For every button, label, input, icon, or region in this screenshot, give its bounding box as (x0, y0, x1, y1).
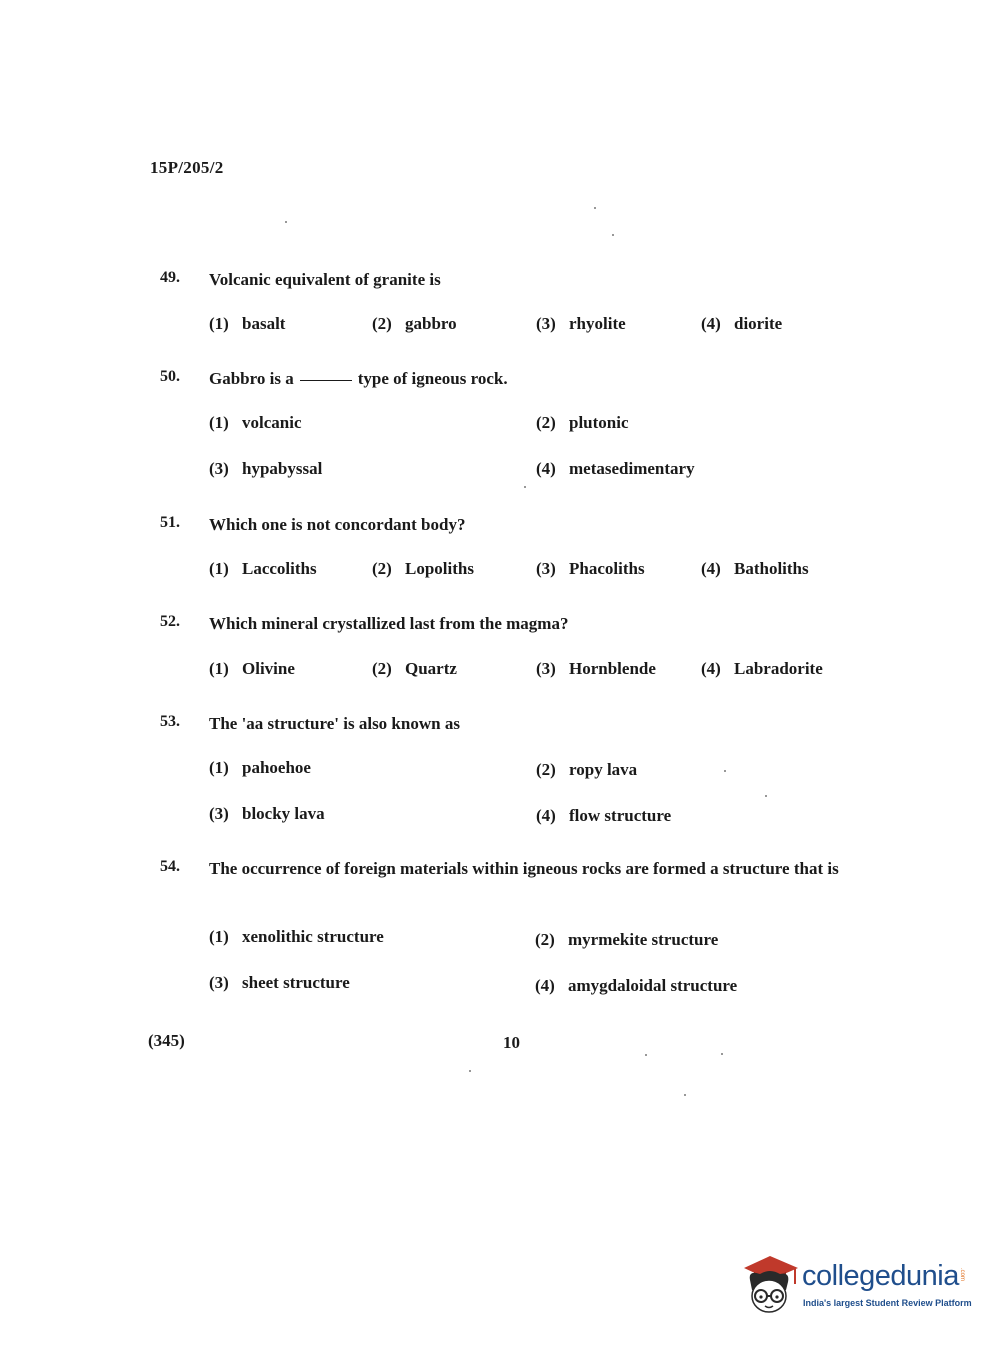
option-3: (3) hypabyssal (209, 459, 323, 478)
fill-in-blank (300, 380, 352, 381)
question-number: 54. (160, 858, 180, 875)
question-text: Volcanic equivalent of granite is (209, 270, 441, 289)
option-2: (2) gabbro (372, 314, 457, 333)
question-number: 50. (160, 368, 180, 385)
scan-speck (724, 770, 726, 772)
question-number: 51. (160, 514, 180, 531)
scan-speck (645, 1054, 647, 1056)
option-4: (4) Batholiths (701, 559, 809, 578)
option-3: (3) blocky lava (209, 804, 325, 823)
scan-speck (721, 1053, 723, 1055)
option-4: (4) flow structure (536, 806, 672, 825)
question-text: Gabbro is a type of igneous rock. (209, 369, 508, 388)
question-text: Which mineral crystallized last from the magma? (209, 614, 569, 633)
option-3: (3) rhyolite (536, 314, 626, 333)
footer-code: (345) (148, 1031, 185, 1050)
option-1: (1) xenolithic structure (209, 927, 384, 946)
scan-speck (594, 207, 596, 209)
page-number: 10 (503, 1033, 520, 1052)
logo-tagline: India's largest Student Review Platform (803, 1298, 972, 1308)
option-4: (4) diorite (701, 314, 783, 333)
scan-speck (684, 1094, 686, 1096)
question-number: 53. (160, 713, 180, 730)
option-4: (4) metasedimentary (536, 459, 695, 478)
scan-speck (524, 486, 526, 488)
collegedunia-logo (740, 1250, 975, 1320)
scan-speck (285, 221, 287, 223)
option-1: (1) basalt (209, 314, 286, 333)
scan-speck (469, 1070, 471, 1072)
option-4: (4) Labradorite (701, 659, 823, 678)
option-1: (1) Laccoliths (209, 559, 317, 578)
option-1: (1) Olivine (209, 659, 295, 678)
option-2: (2) myrmekite structure (535, 930, 719, 949)
logo-domain-text: .com (959, 1268, 965, 1282)
paper-code: 15P/205/2 (150, 158, 224, 177)
option-3: (3) sheet structure (209, 973, 350, 992)
option-2: (2) Lopoliths (372, 559, 474, 578)
question-number: 52. (160, 613, 180, 630)
scan-speck (612, 234, 614, 236)
option-3: (3) Phacoliths (536, 559, 645, 578)
mascot-logo-icon (740, 1250, 800, 1316)
option-2: (2) Quartz (372, 659, 457, 678)
question-text: Which one is not concordant body? (209, 515, 466, 534)
question-number: 49. (160, 269, 180, 286)
logo-brand-text: collegedunia (802, 1260, 959, 1292)
option-1: (1) pahoehoe (209, 758, 311, 777)
option-4: (4) amygdaloidal structure (535, 976, 738, 995)
option-2: (2) plutonic (536, 413, 629, 432)
option-2: (2) ropy lava (536, 760, 638, 779)
option-1: (1) volcanic (209, 413, 302, 432)
question-text: The occurrence of foreign materials within igneous rocks are formed a structure that is (209, 859, 839, 878)
option-3: (3) Hornblende (536, 659, 656, 678)
scan-speck (765, 795, 767, 797)
question-text: The 'aa structure' is also known as (209, 714, 460, 733)
